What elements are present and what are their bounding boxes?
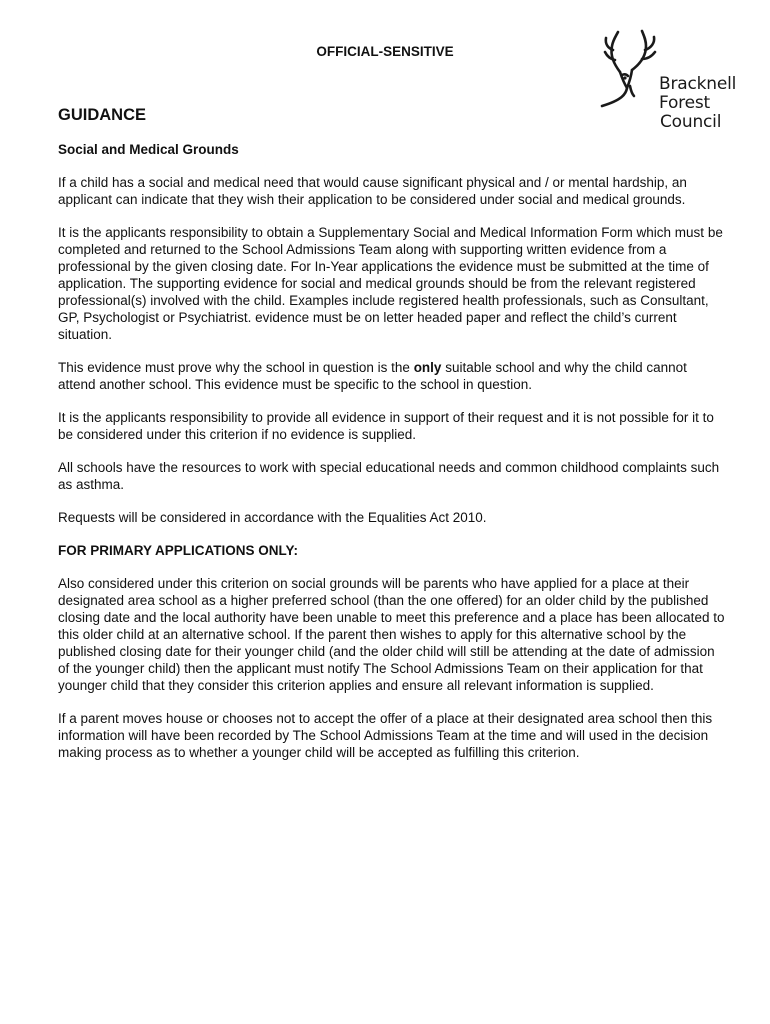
logo-line-2: Forest bbox=[659, 93, 710, 113]
paragraph-responsibility-form: It is the applicants responsibility to obtain a Supplementary Social and Medical Information Form which must be completed and returned to the School Admissions Team along with supporting written evidence from a professional by the given closing date. For In-Year applications the evidence must be submitted at the time of application. The supporting evidence for social and medical grounds should be from the relevant registered professional(s) involved with the child. Examples include registered health professionals, such as Consultant, GP, Psychologist or Psychiatrist. evidence must be on letter headed paper and reflect the child’s current situation. bbox=[58, 225, 723, 342]
deer-antlers-icon bbox=[596, 28, 666, 110]
paragraph-equalities-act: Requests will be considered in accordance with the Equalities Act 2010. bbox=[58, 510, 487, 525]
paragraph-primary-criterion: Also considered under this criterion on social grounds will be parents who have applied for a place at their designated area school as a higher preferred school (than the one offered) for an older child by the published closing date and the local authority have been unable to meet this preference and a place has been allocated to this older child at an alternative school. If the parent then wishes to apply for this alternative school by the published closing date for their younger child (and the older child will still be attending at the date of admission of the younger child) then the applicant must notify The School Admissions Team on their application for that younger child that they consider this criterion applies and ensure all relevant information is supplied. bbox=[58, 576, 725, 693]
page-title: GUIDANCE bbox=[58, 106, 147, 124]
logo-line-1: Bracknell bbox=[659, 74, 737, 94]
paragraph-evidence-proof bbox=[58, 359, 728, 393]
emphasis-only: only bbox=[413, 360, 442, 375]
section-heading-social-medical: Social and Medical Grounds bbox=[58, 142, 239, 157]
paragraph-intro: If a child has a social and medical need that would cause significant physical and / or mental hardship, an applicant can indicate that they wish their application to be considered under social and medical grounds. bbox=[58, 175, 687, 207]
paragraph-evidence-proof-end: suitable school and why the child cannot attend another school. This evidence must be specific to the school in question. bbox=[58, 360, 687, 392]
paragraph-school-resources: All schools have the resources to work with special educational needs and common childhood complaints such as asthma. bbox=[58, 460, 720, 492]
document-body bbox=[58, 106, 728, 777]
paragraph-evidence-proof-start: This evidence must prove why the school in question is the bbox=[58, 360, 414, 375]
paragraph-evidence-required: It is the applicants responsibility to provide all evidence in support of their request and it is not possible for it to be considered under this criterion if no evidence is supplied. bbox=[58, 410, 714, 442]
logo-line-3: Council bbox=[660, 112, 722, 132]
section-heading-primary: FOR PRIMARY APPLICATIONS ONLY: bbox=[58, 543, 299, 558]
paragraph-moving-house: If a parent moves house or chooses not to accept the offer of a place at their designated area school then this information will have been recorded by The School Admissions Team at the time and will used in the decision making process as to whether a younger child will be accepted as fulfilling this criterion. bbox=[58, 711, 713, 760]
classification-label: OFFICIAL-SENSITIVE bbox=[316, 44, 454, 59]
